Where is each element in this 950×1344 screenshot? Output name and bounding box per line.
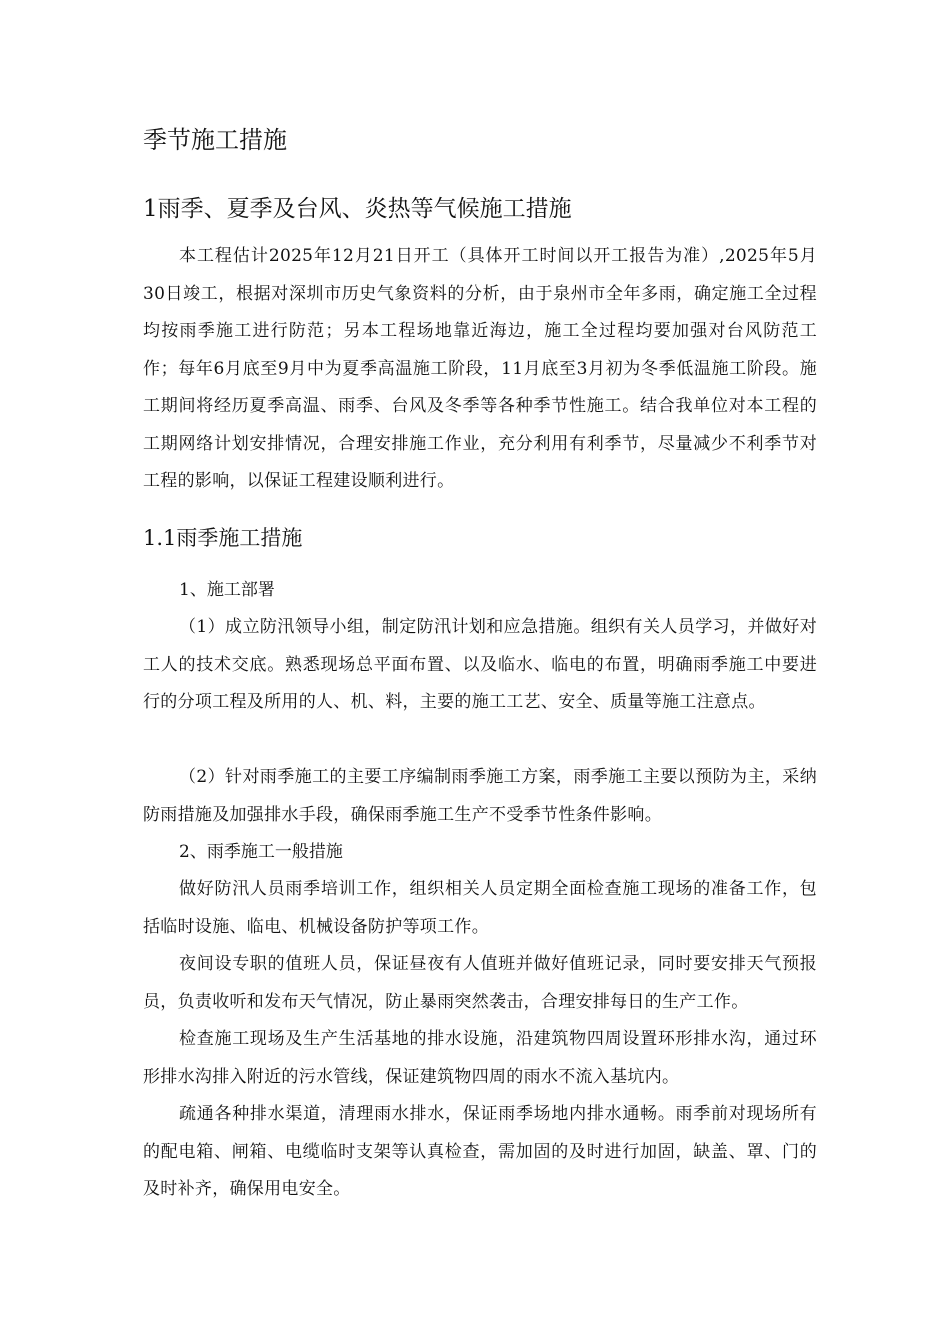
subsection-1-paragraph-1: （1）成立防汛领导小组，制定防汛计划和应急措施。组织有关人员学习，并做好对工人的技术交底。熟悉现场总平面布置、以及临水、临电的布置，明确雨季施工中要进行的分项工程及所用的人、机、料，主要的施工工艺、安全、质量等施工注意点。 (143, 617, 817, 712)
subsection-2-paragraph-2: 夜间设专职的值班人员，保证昼夜有人值班并做好值班记录，同时要安排天气预报员，负责收听和发布天气情况，防止暴雨突然袭击，合理安排每日的生产工作。 (143, 954, 817, 1012)
subsection-2-paragraph-4: 疏通各种排水渠道，清理雨水排水，保证雨季场地内排水通畅。雨季前对现场所有的配电箱、闸箱、电缆临时支架等认真检查，需加固的及时进行加固，缺盖、罩、门的及时补齐，确保用电安全。 (143, 1104, 817, 1199)
subsection-2-paragraph-1: 做好防汛人员雨季培训工作，组织相关人员定期全面检查施工现场的准备工作，包括临时设施、临电、机械设备防护等项工作。 (143, 879, 817, 937)
subsection-2-label: 2、雨季施工一般措施 (179, 842, 343, 862)
subsection-1-label: 1、施工部署 (179, 580, 275, 600)
document-title: 季节施工措施 (143, 126, 287, 154)
subsection-1-paragraph-2: （2）针对雨季施工的主要工序编制雨季施工方案，雨季施工主要以预防为主，采纳防雨措施及加强排水手段，确保雨季施工生产不受季节性条件影响。 (143, 767, 817, 825)
section-1-intro-paragraph: 本工程估计2025年12月21日开工（具体开工时间以开工报告为准）,2025年5月30日竣工，根据对深圳市历史气象资料的分析，由于泉州市全年多雨，确定施工全过程均按雨季施工进行防范；另本工程场地靠近海边，施工全过程均要加强对台风防范工作；每年6月底至9月中为夏季高温施工阶段，11月底至3月初为冬季低温施工阶段。施工期间将经历夏季高温、雨季、台风及冬季等各种季节性施工。结合我单位对本工程的工期网络计划安排情况，合理安排施工作业，充分利用有利季节，尽量减少不利季节对工程的影响，以保证工程建设顺利进行。 (143, 246, 817, 491)
section-1-1-heading: 1.1雨季施工措施 (143, 526, 303, 550)
subsection-2-paragraph-3: 检查施工现场及生产生活基地的排水设施，沿建筑物四周设置环形排水沟，通过环形排水沟排入附近的污水管线，保证建筑物四周的雨水不流入基坑内。 (143, 1029, 817, 1087)
section-1-heading: 1雨季、夏季及台风、炎热等气候施工措施 (143, 196, 572, 222)
